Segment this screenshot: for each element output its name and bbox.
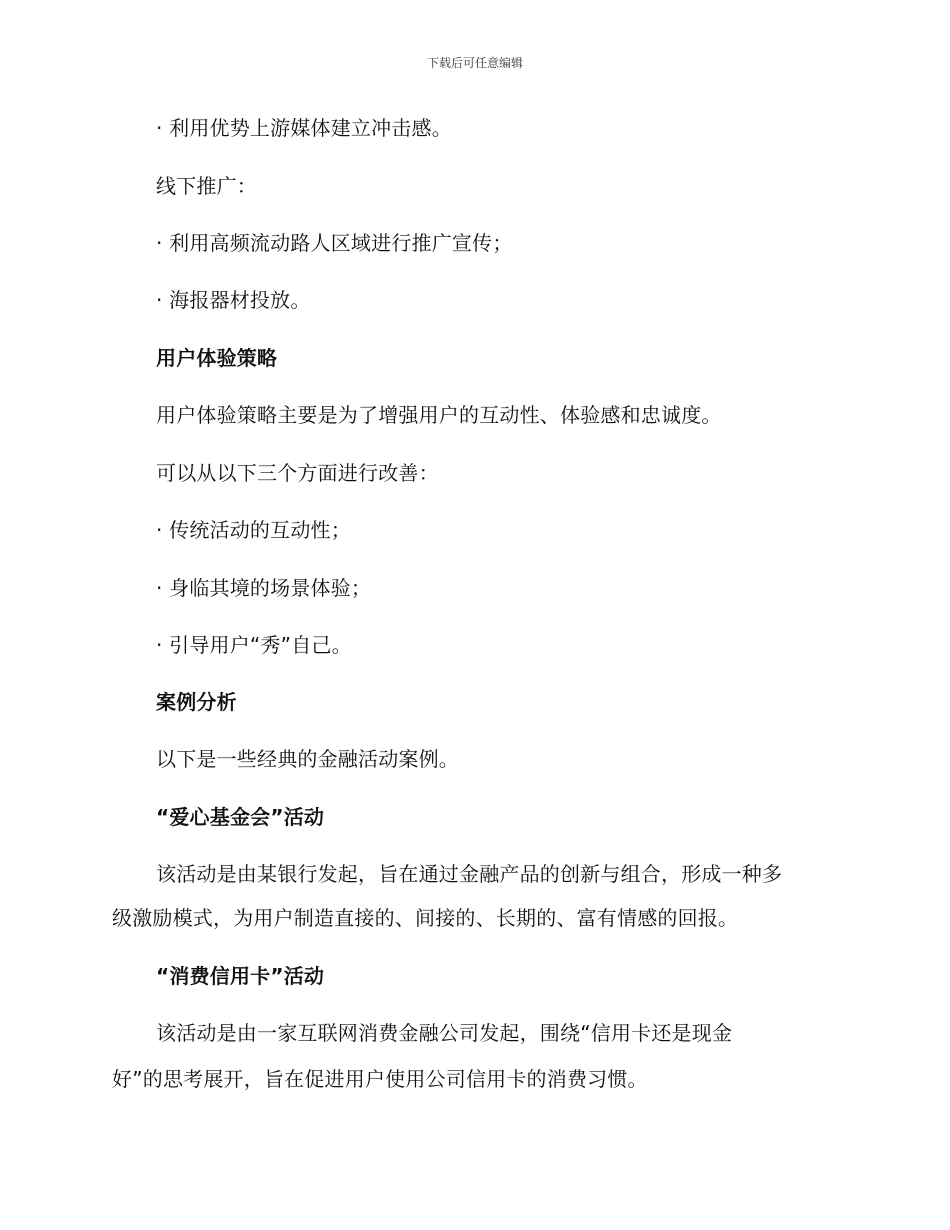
case-description-credit-card-line-2: 好”的思考展开，旨在促进用户使用公司信用卡的消费习惯。: [112, 1067, 648, 1091]
section-heading-user-experience: 用户体验策略: [156, 346, 278, 370]
case-title-credit-card: “消费信用卡”活动: [156, 964, 325, 988]
case-description-charity-fund-line-1: 该活动是由某银行发起，旨在通过金融产品的创新与组合，形成一种多: [156, 862, 783, 886]
case-description-charity-fund-line-2: 级激励模式，为用户制造直接的、间接的、长期的、富有情感的回报。: [112, 906, 739, 930]
bullet-high-traffic-promotion: · 利用高频流动路人区域进行推广宣传；: [156, 231, 513, 255]
case-title-charity-fund: “爱心基金会”活动: [156, 805, 325, 829]
improvement-intro: 可以从以下三个方面进行改善：: [156, 461, 439, 485]
case-intro: 以下是一些经典的金融活动案例。: [156, 747, 459, 771]
page-header: 下载后可任意编辑: [426, 56, 523, 70]
bullet-poster-placement: · 海报器材投放。: [156, 288, 311, 312]
offline-promotion-label: 线下推广：: [156, 174, 257, 198]
bullet-media-impact: · 利用优势上游媒体建立冲击感。: [156, 116, 452, 140]
bullet-interactivity: · 传统活动的互动性；: [156, 518, 351, 542]
user-experience-description: 用户体验策略主要是为了增强用户的互动性、体验感和忠诚度。: [156, 403, 722, 427]
bullet-immersive-scene: · 身临其境的场景体验；: [156, 576, 372, 600]
case-description-credit-card-line-1: 该活动是由一家互联网消费金融公司发起，围绕“信用卡还是现金: [156, 1021, 733, 1045]
bullet-user-show: · 引导用户“秀”自己。: [156, 633, 352, 657]
section-heading-case-analysis: 案例分析: [156, 690, 237, 714]
